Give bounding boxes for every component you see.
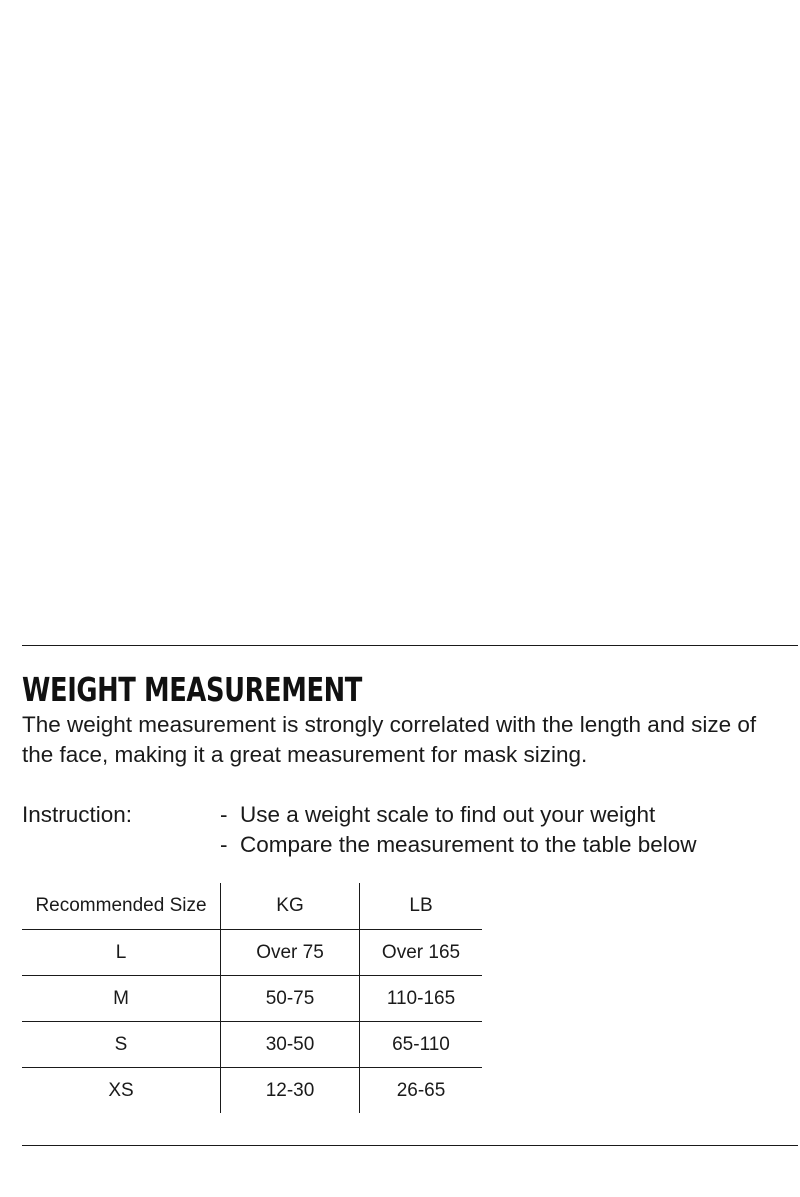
lb-cell: 65-110: [360, 1022, 483, 1068]
header-kg: KG: [221, 883, 360, 930]
lb-cell: 26-65: [360, 1068, 483, 1114]
top-divider: [22, 645, 798, 646]
lb-cell: Over 165: [360, 930, 483, 976]
kg-cell: Over 75: [221, 930, 360, 976]
kg-cell: 50-75: [221, 976, 360, 1022]
kg-cell: 30-50: [221, 1022, 360, 1068]
table-row: [22, 1022, 482, 1068]
section-description: The weight measurement is strongly correlated with the length and size of the face, making it a great measurement for mask sizing.: [22, 712, 757, 767]
size-cell: XS: [22, 1068, 221, 1114]
table-row: [22, 976, 482, 1022]
instruction-step-text: Use a weight scale to find out your weight: [240, 802, 656, 827]
section-title: WEIGHT MEASUREMENT: [22, 670, 362, 709]
instruction-list: [220, 800, 697, 860]
instruction-label: Instruction:: [22, 802, 133, 827]
table-row: [22, 930, 482, 976]
header-recommended-size: Recommended Size: [22, 883, 221, 930]
instruction-step: - Use a weight scale to find out your weight: [220, 802, 656, 827]
lb-cell: 110-165: [360, 976, 483, 1022]
instruction-step: - Compare the measurement to the table below: [220, 832, 697, 857]
table-row: [22, 1068, 482, 1114]
kg-cell: 12-30: [221, 1068, 360, 1114]
size-table: [22, 883, 482, 1113]
instruction-step-text: Compare the measurement to the table below: [240, 832, 697, 857]
header-lb: LB: [409, 895, 433, 916]
table-header-row: [22, 883, 482, 930]
size-cell: M: [22, 976, 221, 1022]
size-cell: L: [22, 930, 221, 976]
size-cell: S: [22, 1022, 221, 1068]
bottom-divider: [22, 1145, 798, 1146]
